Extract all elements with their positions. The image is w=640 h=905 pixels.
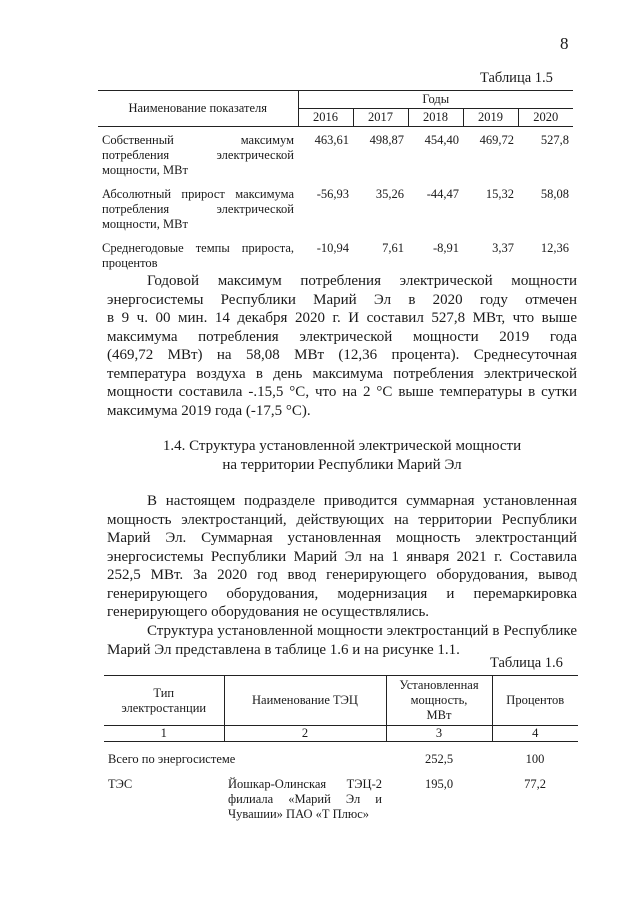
cell-value: -56,93 [316,187,349,201]
table-row [98,127,573,180]
col-header-capacity: Установленная мощность, МВт [386,676,492,726]
row-label: Среднегодовые темпы прироста, процентов [102,241,294,270]
cell-value: -44,47 [426,187,459,201]
cell-value: 58,08 [540,187,569,201]
section-heading: 1.4. Структура установленной электрической мощности на территории Республики Марий Эл [162,438,522,473]
table-1-5-label: Таблица 1.5 [480,70,553,86]
cell-value: -10,94 [316,241,349,255]
table-1-6-label: Таблица 1.6 [490,655,563,671]
cell-value: 498,87 [369,133,404,147]
col-header-percent: Процентов [492,676,578,726]
total-capacity: 252,5 [424,752,454,766]
col-header-type: Тип электростанции [104,676,224,726]
table-row [98,179,573,233]
cell-value: 35,26 [375,187,404,201]
cell-value: 463,61 [314,133,349,147]
paragraph-structure-ref: Структура установленной мощности электростанций в Республике Марий Эл представлена в таблице 1.6 и на рисунке 1.1. [107,623,577,658]
cell-value: 469,72 [479,133,514,147]
table-row [98,233,573,272]
col-number: 3 [386,726,492,742]
total-percent: 100 [525,752,545,766]
station-percent: 77,2 [524,777,546,791]
row-label: Абсолютный прирост максимума потребления электрической мощности, МВт [102,187,294,231]
col-number: 4 [492,726,578,742]
year-header: 2017 [353,109,408,127]
paragraph-max-load: Годовой максимум потребления электрической мощности энергосистемы Республики Марий Эл в 2020 году отмечен в 9 ч. 00 мин. 14 декабря 2020 г. И составил 527,8 МВт, что выше максимума потребления электрической мощности 2019 года (469,72 МВт) на 58,08 МВт (12,36 процента). Среднесуточная температура воздуха в день максимума потребления электрической мощности составила -.15,5 °С, что на 2 °С выше температуры в сутки максимума 2019 года (-17,5 °С). [107,273,577,419]
table-row [104,769,578,824]
paragraph-capacity: В настоящем подразделе приводится суммарная установленная мощность электростанций, действующих на территории Республики Марий Эл. Суммарная установленная мощность электростанций энергосистемы Республики Марий Эл на 1 января 2021 г. Составила 252,5 МВт. За 2020 год ввод генерирующего оборудования, вывод генерирующего оборудования, модернизация и перемаркировка генерирующего оборудования не осуществлялись. [107,493,577,620]
year-header: 2016 [298,109,353,127]
cell-value: -8,91 [432,241,459,255]
cell-value: 454,40 [424,133,459,147]
cell-value: 3,37 [492,241,514,255]
year-header: 2019 [463,109,518,127]
col-header-name: Наименование ТЭЦ [224,676,386,726]
cell-value: 12,36 [540,241,569,255]
col-header-indicator: Наименование показателя [98,91,298,127]
col-number: 2 [224,726,386,742]
col-number: 1 [104,726,224,742]
col-header-years: Годы [298,91,573,109]
cell-value: 527,8 [540,133,569,147]
total-label: Всего по энергосистеме [108,752,236,766]
cell-value: 7,61 [382,241,404,255]
station-capacity: 195,0 [424,777,454,791]
page-number: 8 [560,34,569,53]
station-name: Йошкар-Олинская ТЭЦ-2 филиала «Марий Эл и Чувашии» ПАО «Т Плюс» [228,777,382,821]
cell-value: 15,32 [485,187,514,201]
year-header: 2018 [408,109,463,127]
table-1-5 [98,90,573,272]
station-type: ТЭС [108,777,133,791]
row-label: Собственный максимум потребления электрической мощности, МВт [102,133,294,177]
table-1-6 [104,675,578,824]
table-row-total [104,742,578,770]
year-header: 2020 [518,109,573,127]
